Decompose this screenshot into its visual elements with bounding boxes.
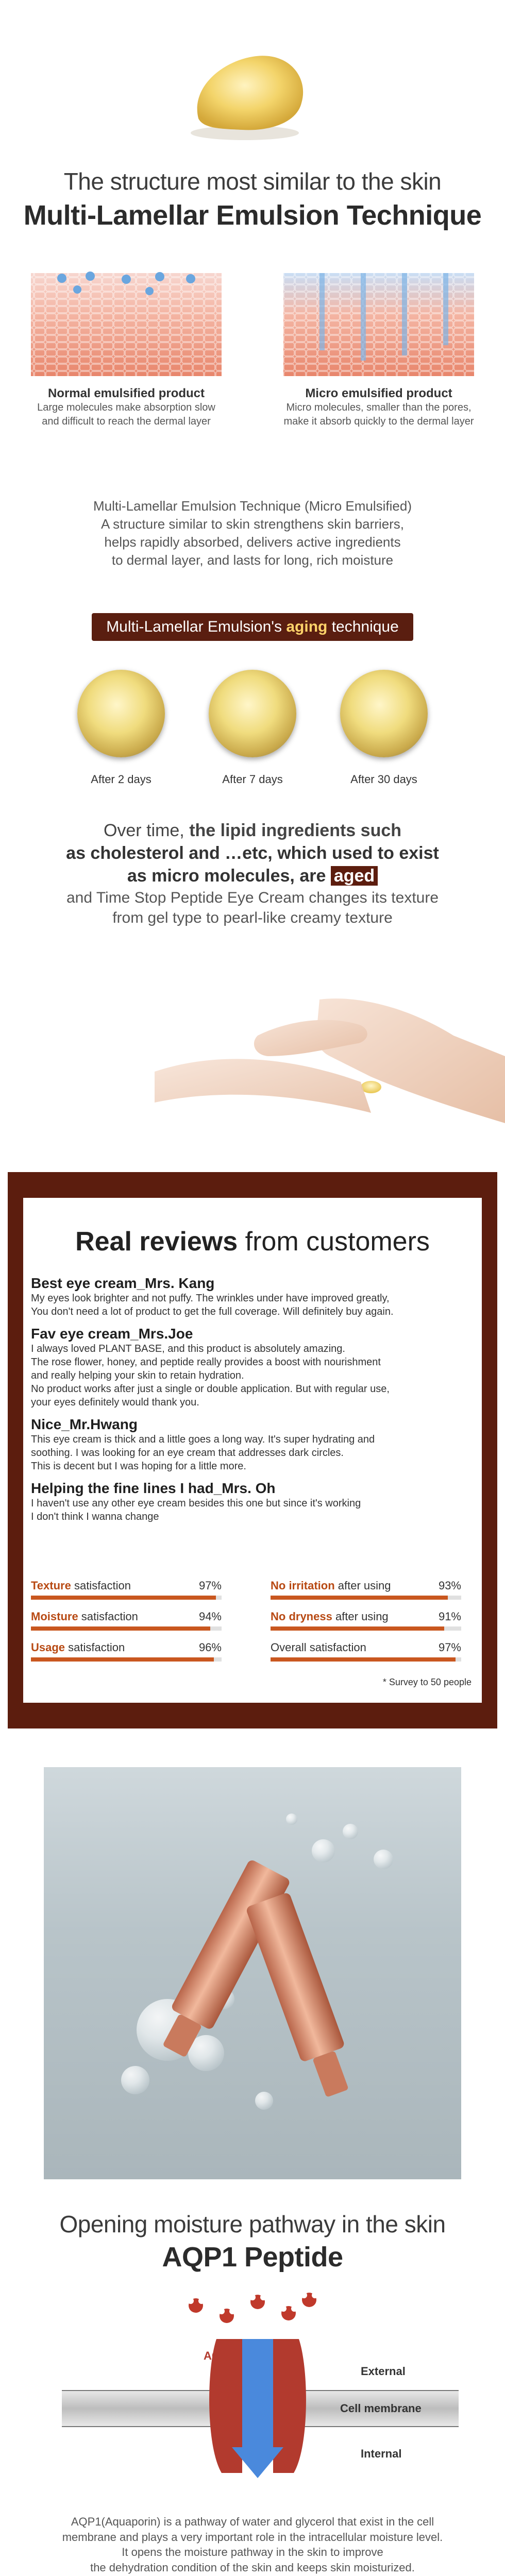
- survey-footnote: * Survey to 50 people: [382, 1677, 472, 1687]
- review-item: [31, 1326, 474, 1409]
- reviews-title: [23, 1226, 482, 1257]
- normal-desc-1: Large molecules make absorption slow: [37, 402, 215, 413]
- para-line: It opens the moisture pathway in the skin to improve: [122, 2546, 383, 2559]
- micro-desc-2: make it absorb quickly to the dermal layer: [283, 416, 474, 427]
- para-line: the dehydration condition of the skin and keeps skin moisturized.: [90, 2561, 415, 2574]
- text-bold: as micro molecules, are: [127, 866, 331, 886]
- stat-bar-fill: [271, 1596, 448, 1600]
- normal-emulsion-diagram: [31, 272, 222, 376]
- aging-description: [0, 819, 505, 928]
- emulsion-comparison: [0, 263, 505, 438]
- review-text: I don't think I wanna change: [31, 1511, 159, 1522]
- aging-line-5: from gel type to pearl-like creamy texture: [112, 909, 393, 926]
- stat-bar: [31, 1596, 222, 1600]
- technique-title-block: [0, 167, 505, 231]
- review-text: I haven't use any other eye cream besides this one but since it's working: [31, 1498, 361, 1509]
- aged-tag: aged: [331, 866, 378, 886]
- stat-percent: 97%: [438, 1641, 461, 1654]
- text-bold: the lipid ingredients such: [189, 821, 402, 840]
- stat-item: [31, 1610, 222, 1631]
- review-text: and really helping your skin to retain hydration.: [31, 1370, 244, 1381]
- stat-bar-fill: [31, 1626, 210, 1631]
- jar-7-days: [209, 670, 296, 757]
- text: Over time,: [103, 821, 190, 840]
- title-bold: Multi-Lamellar Emulsion Technique: [23, 200, 482, 231]
- review-item: [31, 1480, 474, 1523]
- review-list: [31, 1275, 474, 1523]
- membrane-label: Cell membrane: [340, 2402, 422, 2415]
- review-item: [31, 1275, 474, 1318]
- hand-applying-cream-illustration: [0, 979, 505, 1133]
- stat-bar-fill: [31, 1657, 214, 1662]
- stat-bar-fill: [271, 1626, 444, 1631]
- review-text: My eyes look brighter and not puffy. The wrinkles under have improved greatly,: [31, 1293, 390, 1304]
- normal-desc-2: and difficult to reach the dermal layer: [42, 416, 211, 427]
- stat-bar: [31, 1657, 222, 1662]
- pill-text: Multi-Lamellar Emulsion's: [106, 618, 287, 635]
- skin-layer-diagrams: [0, 263, 505, 386]
- stat-bar: [271, 1626, 461, 1631]
- review-author: Fav eye cream_Mrs.Joe: [31, 1326, 193, 1342]
- technique-paragraph: [0, 497, 505, 569]
- product-photo: [44, 1767, 461, 2179]
- stat-item: [31, 1579, 222, 1600]
- para-line: A structure similar to skin strengthens skin barriers,: [100, 516, 405, 532]
- title-bold: Real reviews: [75, 1227, 238, 1257]
- internal-label: Internal: [361, 2447, 402, 2460]
- title-light: The structure most similar to the skin: [63, 168, 442, 195]
- aging-section: [0, 613, 505, 641]
- review-text: I always loved PLANT BASE, and this product is absolutely amazing.: [31, 1343, 345, 1354]
- stat-item: [271, 1579, 461, 1600]
- title-light: Opening moisture pathway in the skin: [59, 2211, 446, 2238]
- para-line: AQP1(Aquaporin) is a pathway of water and glycerol that exist in the cell: [71, 2515, 434, 2528]
- stat-item: [271, 1610, 461, 1631]
- stat-item: [271, 1641, 461, 1662]
- review-author: Nice_Mr.Hwang: [31, 1416, 138, 1432]
- review-text: your eyes definitely would thank you.: [31, 1397, 199, 1408]
- stat-label: Overall satisfaction: [271, 1641, 366, 1654]
- normal-emulsion-caption: [21, 386, 232, 429]
- micro-emulsion-diagram: [283, 273, 474, 376]
- jar-label: After 7 days: [222, 773, 283, 786]
- aging-line-3: [0, 865, 505, 887]
- review-text: soothing. I was looking for an eye cream that addresses dark circles.: [31, 1447, 344, 1459]
- stat-label: Usage satisfaction: [31, 1641, 125, 1654]
- pill-highlight: aging: [286, 618, 328, 635]
- title-bold: AQP1 Peptide: [162, 2242, 343, 2273]
- aquaporin-diagram: [0, 2293, 505, 2499]
- aqp-title-block: [0, 2210, 505, 2273]
- para-line: to dermal layer, and lasts for long, rich moisture: [111, 552, 394, 568]
- stat-label: Moisture satisfaction: [31, 1610, 138, 1623]
- review-text: This eye cream is thick and a little goes a long way. It's super hydrating and: [31, 1434, 375, 1445]
- stat-percent: 96%: [198, 1641, 222, 1654]
- cream-blob-illustration: [0, 0, 505, 144]
- micro-title: Micro emulsified product: [305, 386, 452, 400]
- stat-percent: 94%: [198, 1610, 222, 1623]
- review-author: Best eye cream_Mrs. Kang: [31, 1275, 215, 1291]
- stat-label: No irritation after using: [271, 1579, 391, 1592]
- aqp-paragraph: [0, 2514, 505, 2575]
- stat-bar-fill: [271, 1657, 456, 1662]
- reviews-panel: [23, 1198, 482, 1703]
- aging-line-2: as cholesterol and …etc, which used to exist: [66, 843, 439, 863]
- review-text: The rose flower, honey, and peptide really provides a boost with nourishment: [31, 1357, 381, 1368]
- stat-bar-fill: [31, 1596, 216, 1600]
- micro-desc-1: Micro molecules, smaller than the pores,: [286, 402, 472, 413]
- para-line: membrane and plays a very important role in the intracellular moisture level.: [62, 2530, 443, 2544]
- aging-pill: [92, 613, 413, 641]
- micro-emulsion-caption: [273, 386, 484, 429]
- aging-line-1: [0, 819, 505, 842]
- review-text: This is decent but I was hoping for a little more.: [31, 1461, 246, 1472]
- external-label: External: [361, 2365, 406, 2378]
- stat-bar: [271, 1596, 461, 1600]
- stat-label: No dryness after using: [271, 1610, 389, 1623]
- stat-item: [31, 1641, 222, 1662]
- aqp-label: AQP: [204, 2349, 228, 2362]
- review-author: Helping the fine lines I had_Mrs. Oh: [31, 1480, 276, 1496]
- water-molecules: [188, 2293, 318, 2323]
- hero-section: [0, 0, 505, 155]
- para-line: helps rapidly absorbed, delivers active ingredients: [104, 534, 401, 550]
- stat-bar: [31, 1626, 222, 1631]
- para-line: Multi-Lamellar Emulsion Technique (Micro Emulsified): [93, 498, 412, 514]
- review-text: No product works after just a single or double application. But with regular use,: [31, 1383, 390, 1395]
- jar-label: After 30 days: [350, 773, 417, 786]
- product-tubes: [44, 1767, 461, 2179]
- stat-percent: 93%: [438, 1579, 461, 1592]
- stat-percent: 97%: [198, 1579, 222, 1592]
- review-text: You don't need a lot of product to get the full coverage. Will definitely buy again.: [31, 1306, 394, 1317]
- aging-line-4: and Time Stop Peptide Eye Cream changes its texture: [66, 889, 439, 906]
- pill-text: technique: [327, 618, 399, 635]
- jar-2-days: [77, 670, 165, 757]
- review-item: [31, 1416, 474, 1473]
- stat-percent: 91%: [438, 1610, 461, 1623]
- stat-bar: [271, 1657, 461, 1662]
- jar-30-days: [340, 670, 428, 757]
- jar-label: After 2 days: [91, 773, 152, 786]
- title-rest: from customers: [238, 1227, 430, 1257]
- stat-label: Texture satisfaction: [31, 1579, 131, 1592]
- normal-title: Normal emulsified product: [47, 386, 205, 400]
